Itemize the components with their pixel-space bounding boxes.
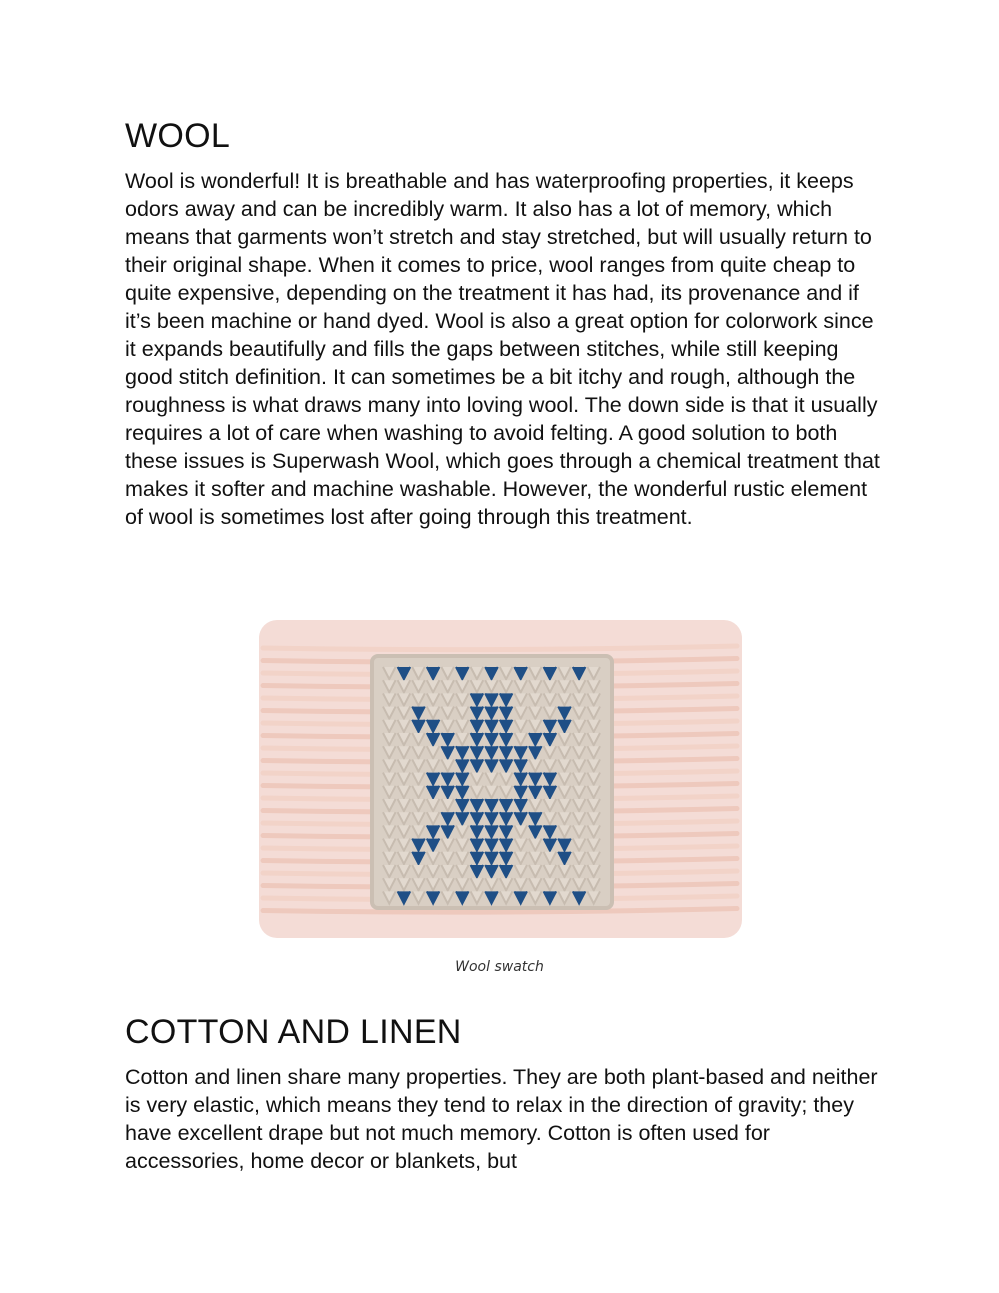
wool-swatch-photo [257, 618, 744, 940]
section-heading-wool: WOOL [125, 117, 231, 155]
section-body-cotton-linen: Cotton and linen share many properties. They are both plant-based and neither is very elastic, which means they tend to relax in the direction of gravity; they have excellent drape but not much memory. Cotton is often used for accessories, home decor or blankets, but [125, 1065, 878, 1173]
section-body-wool: Wool is wonderful! It is breathable and has waterproofing properties, it keeps odors away and can be incredibly warm. It also has a lot of memory, which means that garments won’t stretch and stay stretched, but will usually return to their original shape. When it comes to price, wool ranges from quite cheap to quite expensive, depending on the treatment it has had, its provenance and if it’s been machine or hand dyed. Wool is also a great option for colorwork since it expands beautifully and fills the gaps between stitches, while still keeping good stitch definition. It can sometimes be a bit itchy and rough, although the roughness is what draws many into loving wool. The down side is that it usually requires a lot of care when washing to avoid felting. A good solution to both these issues is Superwash Wool, which goes through a chemical treatment that makes it softer and machine washable. However, the wonderful rustic element of wool is sometimes lost after going through this treatment. [125, 169, 880, 529]
wool-swatch-illustration [257, 618, 744, 940]
section-heading-cotton-linen: COTTON AND LINEN [125, 1013, 462, 1051]
figure-caption: Wool swatch [455, 959, 544, 975]
